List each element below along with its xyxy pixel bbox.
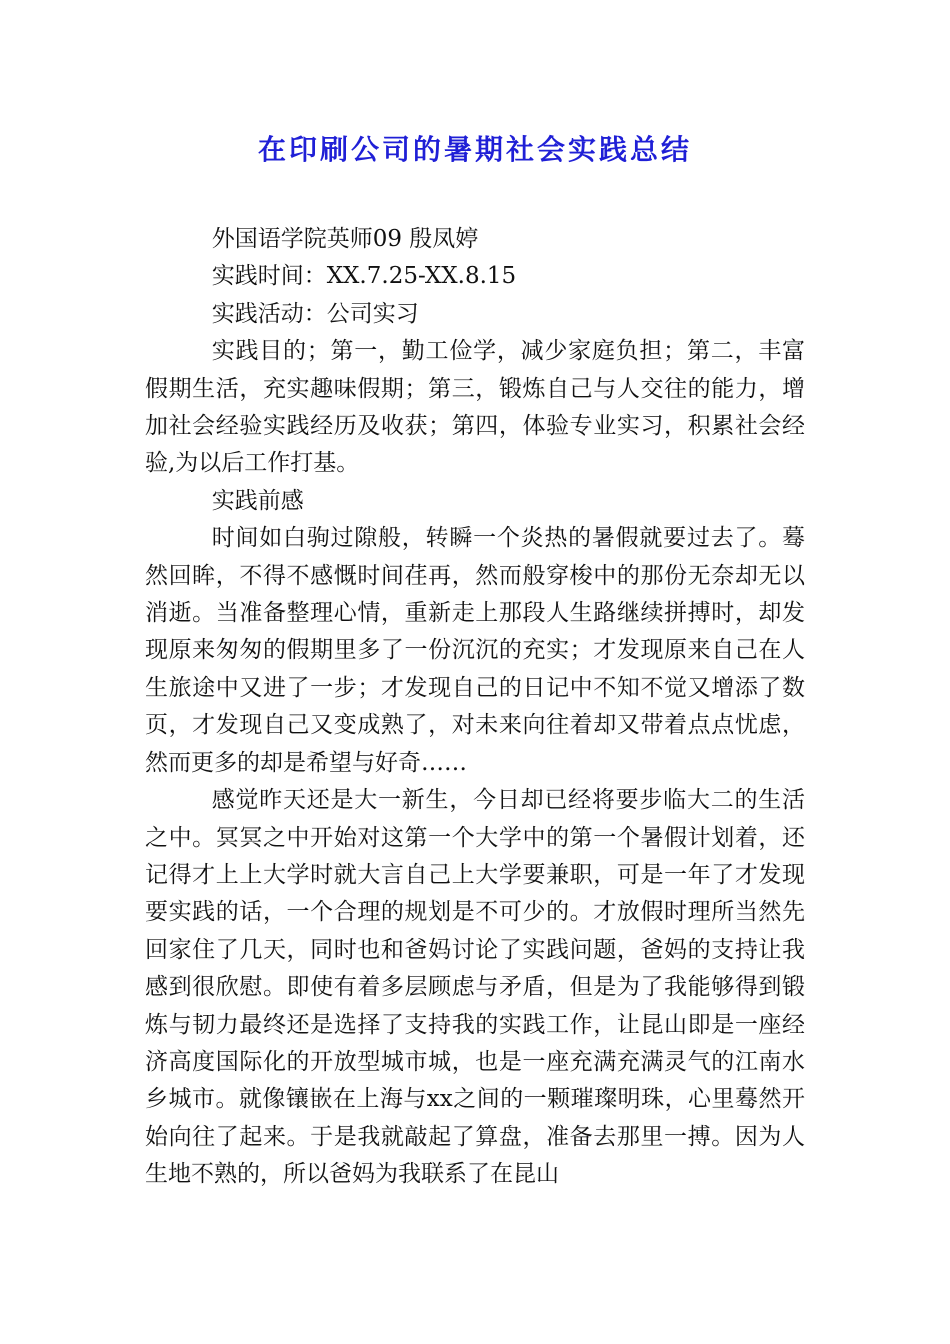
practice-time-line: 实践时间：XX.7.25-XX.8.15 [211, 263, 517, 290]
practice-purpose-paragraph: 实践目的；第一，勤工俭学，减少家庭负担；第二，丰富假期生活，充实趣味假期；第三，锻炼自己与人交往的能力，增加社会经验实践经历及收获；第四，体验专业实习，积累社会经验,为以后工作打基。 [145, 338, 805, 477]
document-body [145, 221, 805, 1194]
document-title: 在印刷公司的暑期社会实践总结 [257, 133, 692, 166]
practice-activity-line: 实践活动：公司实习 [211, 300, 419, 327]
body-paragraph: 时间如白驹过隙般，转瞬一个炎热的暑假就要过去了。蓦然回眸，不得不感慨时间荏再，然而般穿梭中的那份无奈却无以消逝。当准备整理心情，重新走上那段人生路继续拼搏时，却发现原来匆匆的假期里多了一份沉沉的充实；才发现原来自己在人生旅途中又进了一步；才发现自己的日记中不知不觉又增添了数页，才发现自己又变成熟了，对未来向往着却又带着点点忧虑，然而更多的却是希望与好奇…… [145, 525, 805, 776]
body-paragraph: 感觉昨天还是大一新生，今日却已经将要步临大二的生活之中。冥冥之中开始对这第一个大学中的第一个暑假计划着，还记得才上上大学时就大言自己上大学要兼职，可是一年了才发现要实践的话，一个合理的规划是不可少的。才放假时理所当然先回家住了几天，同时也和爸妈讨论了实践问题，爸妈的支持让我感到很欣慰。即使有着多层顾虑与矛盾，但是为了我能够得到锻炼与韧力最终还是选择了支持我的实践工作，让昆山即是一座经济高度国际化的开放型城市城，也是一座充满充满灵气的江南水乡城市。就像镶嵌在上海与xx之间的一颗璀璨明珠，心里蓦然开始向往了起来。于是我就敲起了算盘，准备去那里一搏。因为人生地不熟的，所以爸妈为我联系了在昆山 [145, 787, 805, 1188]
author-line: 外国语学院英师09 殷凤婷 [211, 226, 479, 252]
section-heading: 实践前感 [211, 487, 304, 514]
